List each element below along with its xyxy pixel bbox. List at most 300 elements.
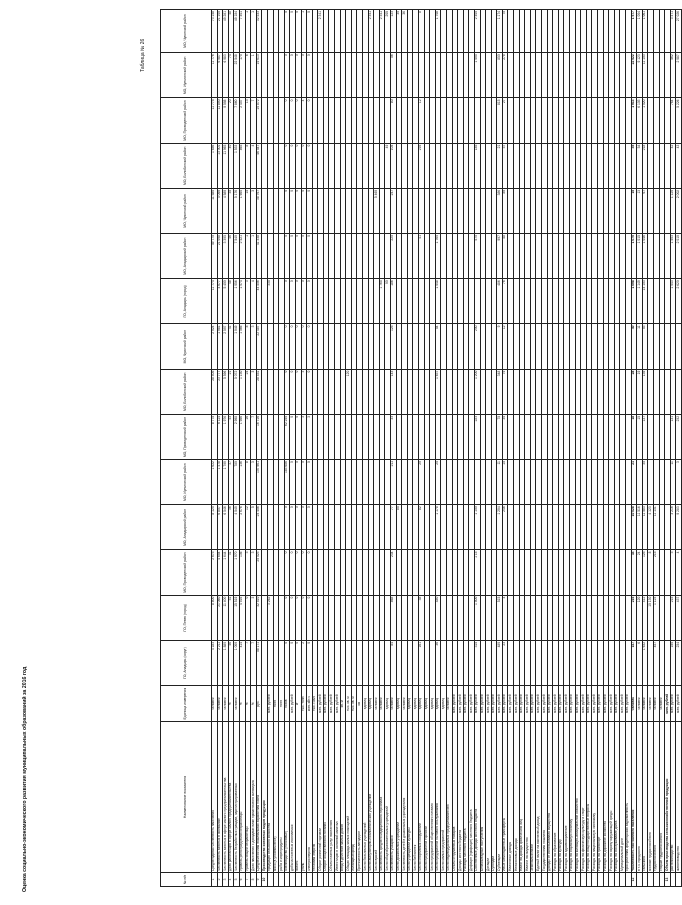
- value-cell: 0: [295, 505, 301, 550]
- value-cell: 7: [251, 414, 257, 459]
- value-cell: 11 890: [217, 98, 223, 143]
- value-cell: 48: [228, 10, 234, 53]
- value-cell: 1 200: [474, 369, 480, 414]
- indicator-name-cell: оленеводство (поголовье): [284, 722, 290, 873]
- value-cell: 205: [385, 10, 391, 53]
- unit-cell: млн. рублей: [609, 686, 615, 722]
- value-cell: 79: [502, 369, 508, 414]
- value-cell: 136: [239, 550, 245, 595]
- value-cell: 0: [284, 98, 290, 143]
- value-cell: 11 400: [223, 595, 229, 640]
- value-cell: 32 533: [256, 10, 262, 53]
- value-cell: 457: [653, 640, 659, 685]
- value-cell: 2 211: [217, 640, 223, 685]
- value-cell: 37: [228, 460, 234, 505]
- indicator-name-cell: рыба и морепродукты: [279, 722, 285, 873]
- value-cell: 0: [290, 279, 296, 324]
- value-cell: 13 001: [217, 143, 223, 188]
- value-cell: 232: [676, 414, 682, 459]
- unit-cell: единиц: [368, 686, 374, 722]
- indicator-name-cell: Расходы на социальную политику: [570, 722, 576, 873]
- value-cell: 24 456: [256, 505, 262, 550]
- value-cell: 4 916: [239, 595, 245, 640]
- value-cell: 6 103: [637, 98, 643, 143]
- value-cell: 11: [497, 460, 503, 505]
- value-cell: 0: [290, 53, 296, 98]
- indicator-name-cell: Среднемесячная номинальная заработная плата: [256, 722, 262, 873]
- value-cell: 80: [391, 98, 397, 143]
- unit-cell: млн. рублей: [290, 686, 296, 722]
- value-cell: 23 777: [217, 369, 223, 414]
- value-cell: 89: [502, 188, 508, 233]
- value-cell: 5 226: [676, 98, 682, 143]
- value-cell: 62 240: [284, 414, 290, 459]
- unit-cell: млн. рублей: [676, 686, 682, 722]
- indicator-name-cell: Число предприятий бытового обслуживания: [435, 722, 441, 873]
- indicator-name-cell: Расходы местного бюджета: [463, 722, 469, 873]
- unit-cell: человек: [642, 686, 648, 722]
- value-cell: 73 158: [212, 10, 218, 53]
- unit-cell: %: [228, 686, 234, 722]
- value-cell: 211: [391, 460, 397, 505]
- indicator-name-cell: Число предприятий торговли: [424, 722, 430, 873]
- value-cell: 0: [295, 550, 301, 595]
- indicator-name-cell: Расходы на охрану окружающей среды: [609, 722, 615, 873]
- value-cell: 11 965: [223, 143, 229, 188]
- value-cell: 49 775: [212, 234, 218, 279]
- row-number-cell: 7: [245, 872, 251, 886]
- value-cell: 4: [251, 279, 257, 324]
- value-cell: 8 775: [212, 414, 218, 459]
- value-cell: 15: [502, 460, 508, 505]
- unit-cell: млн. рублей: [497, 686, 503, 722]
- column-header: МО, Чукотский район: [161, 324, 212, 369]
- value-cell: 76: [502, 279, 508, 324]
- unit-cell: млн. рублей: [592, 686, 598, 722]
- table-row: [676, 10, 682, 887]
- value-cell: 3 395: [223, 234, 229, 279]
- value-cell: 0: [301, 460, 307, 505]
- unit-cell: человек: [234, 686, 240, 722]
- value-cell: 41: [418, 234, 424, 279]
- value-cell: 1 150: [239, 369, 245, 414]
- value-cell: 43: [676, 143, 682, 188]
- value-cell: 40: [631, 324, 637, 369]
- value-cell: 0: [284, 10, 290, 53]
- value-cell: 0: [295, 324, 301, 369]
- unit-cell: млн. рублей: [564, 686, 570, 722]
- unit-cell: млн. рублей: [491, 686, 497, 722]
- unit-cell: млн. рублей: [553, 686, 559, 722]
- value-cell: 2 087: [676, 53, 682, 98]
- indicator-name-cell: Производство основных видов продукции: [262, 722, 268, 873]
- unit-cell: %: [239, 686, 245, 722]
- unit-cell: млн. рублей: [536, 686, 542, 722]
- indicator-name-cell: Доходы местного бюджета: [458, 722, 464, 873]
- value-cell: 1 174: [497, 10, 503, 53]
- value-cell: 0: [284, 369, 290, 414]
- value-cell: 31: [228, 550, 234, 595]
- unit-cell: человек: [659, 686, 665, 722]
- value-cell: 22 487: [256, 324, 262, 369]
- value-cell: 0: [284, 550, 290, 595]
- indicator-name-cell: Расходы на культуру: [558, 722, 564, 873]
- value-cell: 8 800: [212, 595, 218, 640]
- value-cell: 42: [670, 143, 676, 188]
- value-cell: 1 123: [653, 595, 659, 640]
- indicator-name-cell: Число спортивных сооружений: [418, 722, 424, 873]
- value-cell: 850: [497, 53, 503, 98]
- unit-cell: млн. рублей: [480, 686, 486, 722]
- value-cell: 8 125: [212, 505, 218, 550]
- unit-cell: млн. рублей: [514, 686, 520, 722]
- unit-cell: человек: [379, 686, 385, 722]
- value-cell: 3: [301, 414, 307, 459]
- value-cell: 1 294: [497, 505, 503, 550]
- value-cell: 4 099: [217, 188, 223, 233]
- indicator-name-cell: Число амбулаторно-поликлинических учреждений: [368, 722, 374, 873]
- value-cell: 58 171: [256, 640, 262, 685]
- value-cell: 3: [301, 369, 307, 414]
- indicator-name-cell: Число индивидуальных предпринимателей: [446, 722, 452, 873]
- indicator-name-cell: трудоспособного: [653, 722, 659, 873]
- value-cell: 161: [418, 640, 424, 685]
- value-cell: 215: [653, 550, 659, 595]
- indicator-name-cell: Число врачей: [374, 722, 380, 873]
- value-cell: 215: [670, 595, 676, 640]
- value-cell: 1 956: [239, 414, 245, 459]
- value-cell: 20: [228, 98, 234, 143]
- value-cell: 1 533: [234, 143, 240, 188]
- unit-cell: млн. рублей: [597, 686, 603, 722]
- unit-cell: человек: [217, 686, 223, 722]
- value-cell: 2 341: [368, 10, 374, 53]
- value-cell: 75: [497, 414, 503, 459]
- indicator-name-cell: мясо (в убойном весе): [273, 722, 279, 873]
- value-cell: 35: [228, 188, 234, 233]
- unit-cell: единиц: [385, 686, 391, 722]
- value-cell: 0: [290, 460, 296, 505]
- value-cell: 2 676: [239, 505, 245, 550]
- value-cell: 8: [418, 10, 424, 53]
- value-cell: 11 776: [212, 53, 218, 98]
- indicator-name-cell: Расходы на общегосударственные вопросы: [586, 722, 592, 873]
- indicator-name-cell: Объем платных услуг населению: [329, 722, 335, 873]
- value-cell: 4 589: [223, 188, 229, 233]
- value-cell: 41: [228, 324, 234, 369]
- value-cell: 1 981: [217, 324, 223, 369]
- value-cell: 183 686: [284, 460, 290, 505]
- column-header: ГО, Анадырь (город): [161, 279, 212, 324]
- column-header: МО, Провиденский район: [161, 98, 212, 143]
- value-cell: 30: [502, 414, 508, 459]
- value-cell: 11 516: [637, 505, 643, 550]
- value-cell: 1 004: [637, 10, 643, 53]
- value-cell: 234: [676, 640, 682, 685]
- indicator-name-cell: моложе трудоспособного: [648, 722, 654, 873]
- unit-cell: кв. м: [340, 686, 346, 722]
- value-cell: 2 924: [212, 324, 218, 369]
- value-cell: 16: [245, 414, 251, 459]
- value-cell: 4 677: [217, 279, 223, 324]
- value-cell: 412: [642, 595, 648, 640]
- row-number-cell: 8: [251, 872, 257, 886]
- column-header: МО, Чукотский район: [161, 188, 212, 233]
- indicator-name-cell: Число больничных учреждений: [363, 722, 369, 873]
- value-cell: 8: [245, 143, 251, 188]
- value-cell: 1 015: [637, 234, 643, 279]
- unit-cell: млн. рублей: [575, 686, 581, 722]
- value-cell: 0: [290, 188, 296, 233]
- indicator-name-cell: растениеводство: [670, 722, 676, 873]
- value-cell: 38 767: [256, 188, 262, 233]
- unit-cell: тонн: [273, 686, 279, 722]
- indicator-name-cell: Уровень общей безработицы: [245, 722, 251, 873]
- value-cell: 1 660: [239, 188, 245, 233]
- value-cell: 11 131: [653, 505, 659, 550]
- value-cell: 0: [307, 188, 313, 233]
- value-cell: 36: [435, 640, 441, 685]
- column-header: ГО, Анадырь (округ): [161, 640, 212, 685]
- indicator-name-cell: золото: [295, 722, 301, 873]
- value-cell: 30: [396, 10, 402, 53]
- value-cell: 1 046: [642, 234, 648, 279]
- value-cell: 480: [497, 640, 503, 685]
- value-cell: 0: [295, 640, 301, 685]
- unit-cell: млн. рублей: [329, 686, 335, 722]
- indicator-name-cell: Среднегодовая численность населения: [212, 722, 218, 873]
- value-cell: 2 019: [676, 234, 682, 279]
- value-cell: 4: [676, 550, 682, 595]
- indicator-name-cell: Число общеобразовательных учреждений: [385, 722, 391, 873]
- indicator-name-cell: Субсидии: [491, 722, 497, 873]
- value-cell: 46: [228, 234, 234, 279]
- indicator-name-cell: Численность занятых в экономике: [217, 722, 223, 873]
- value-cell: 3 262: [267, 595, 273, 640]
- value-cell: 1 765: [379, 279, 385, 324]
- value-cell: 13: [245, 98, 251, 143]
- unit-cell: млн. рублей: [542, 686, 548, 722]
- value-cell: 0: [307, 460, 313, 505]
- value-cell: 4: [502, 595, 508, 640]
- unit-cell: единиц: [430, 686, 436, 722]
- value-cell: 1: [251, 10, 257, 53]
- value-cell: 3: [670, 550, 676, 595]
- value-cell: 0: [245, 595, 251, 640]
- value-cell: 0: [295, 414, 301, 459]
- indicator-name-cell: Число учреждений культуры: [407, 722, 413, 873]
- column-header: Наименование показателя: [161, 722, 212, 873]
- value-cell: 1 949: [234, 324, 240, 369]
- unit-cell: человек: [374, 686, 380, 722]
- value-cell: 1 100: [474, 505, 480, 550]
- value-cell: 49: [385, 143, 391, 188]
- value-cell: 107 961: [256, 460, 262, 505]
- value-cell: 13: [637, 188, 643, 233]
- value-cell: 1 520: [642, 98, 648, 143]
- value-cell: 36: [402, 10, 408, 53]
- value-cell: [676, 369, 682, 414]
- value-cell: 1 043: [670, 279, 676, 324]
- value-cell: 4: [251, 143, 257, 188]
- value-cell: 19 613: [256, 53, 262, 98]
- indicator-name-cell: Ввод в действие жилых домов: [340, 722, 346, 873]
- value-cell: 0: [307, 550, 313, 595]
- indicator-name-cell: Объем отгруженных товаров: [452, 722, 458, 873]
- value-cell: 46 547: [256, 143, 262, 188]
- value-cell: 18: [631, 414, 637, 459]
- value-cell: 0: [284, 53, 290, 98]
- column-header: ГО, Певек (город): [161, 595, 212, 640]
- indicator-name-cell: Численность постоянного населения: [631, 722, 637, 873]
- value-cell: 0: [295, 188, 301, 233]
- value-cell: 43: [228, 414, 234, 459]
- value-cell: 0: [290, 505, 296, 550]
- unit-cell: тыс. тонн: [301, 686, 307, 722]
- value-cell: 1 632: [642, 640, 648, 685]
- value-cell: 6 983: [223, 53, 229, 98]
- value-cell: 0: [307, 279, 313, 324]
- value-cell: 11 774: [212, 279, 218, 324]
- value-cell: 48: [228, 279, 234, 324]
- value-cell: 84: [391, 640, 397, 685]
- unit-cell: млн. рублей: [323, 686, 329, 722]
- indicator-name-cell: электроэнергия: [307, 722, 313, 873]
- value-cell: 0: [307, 369, 313, 414]
- value-cell: 125: [642, 550, 648, 595]
- value-cell: 190: [670, 640, 676, 685]
- indicator-name-cell: Расходы на здравоохранение: [564, 722, 570, 873]
- value-cell: 247: [391, 188, 397, 233]
- value-cell: 480: [435, 595, 441, 640]
- value-cell: 0: [295, 234, 301, 279]
- value-cell: 23: [502, 640, 508, 685]
- value-cell: 0: [284, 279, 290, 324]
- indicator-name-cell: Иные межбюджетные трансферты: [502, 722, 508, 873]
- value-cell: 7 401: [239, 10, 245, 53]
- unit-cell: единиц: [396, 686, 402, 722]
- value-cell: 335: [267, 279, 273, 324]
- value-cell: 1 149: [637, 279, 643, 324]
- value-cell: 20: [435, 460, 441, 505]
- indicator-name-cell: Просроченная кредиторская задолженность: [625, 722, 631, 873]
- unit-cell: человек: [223, 686, 229, 722]
- indicator-name-cell: Численность детей в дошкольных учреждениях: [402, 722, 408, 873]
- unit-cell: млн. рублей: [452, 686, 458, 722]
- value-cell: 0: [290, 369, 296, 414]
- value-cell: 1 637: [435, 369, 441, 414]
- unit-cell: км: [357, 686, 363, 722]
- value-cell: 90: [385, 279, 391, 324]
- value-cell: 41 338: [256, 234, 262, 279]
- value-cell: 2 400: [474, 10, 480, 53]
- value-cell: 216: [418, 143, 424, 188]
- value-cell: 11: [670, 460, 676, 505]
- value-cell: 7: [251, 640, 257, 685]
- value-cell: 6 114: [217, 414, 223, 459]
- value-cell: 2 002: [676, 188, 682, 233]
- value-cell: 143: [391, 369, 397, 414]
- indicator-name-cell: Общая площадь жилых помещений: [346, 722, 352, 873]
- unit-cell: тыс. кв. м: [346, 686, 352, 722]
- value-cell: 0: [290, 640, 296, 685]
- value-cell: 2 673: [212, 550, 218, 595]
- value-cell: 0: [284, 234, 290, 279]
- indicator-name-cell: Государственная пошлина: [542, 722, 548, 873]
- unit-cell: млн. рублей: [620, 686, 626, 722]
- unit-cell: млн. рублей: [614, 686, 620, 722]
- value-cell: 0: [295, 369, 301, 414]
- document-title: Оценка социально-экономического развития муниципальных образований за 2016 год: [22, 666, 28, 892]
- value-cell: 11: [637, 324, 643, 369]
- value-cell: 1 913: [631, 98, 637, 143]
- value-cell: 1 098: [631, 279, 637, 324]
- unit-cell: единиц: [407, 686, 413, 722]
- indicator-name-cell: Оборот общественного питания: [323, 722, 329, 873]
- value-cell: 8: [648, 550, 654, 595]
- unit-cell: тыс. Гкал: [312, 686, 318, 722]
- indicator-name-cell: Налоговые доходы: [508, 722, 514, 873]
- value-cell: 54: [637, 143, 643, 188]
- indicator-name-cell: тепловая энергия: [312, 722, 318, 873]
- value-cell: 40: [228, 143, 234, 188]
- value-cell: 0: [290, 234, 296, 279]
- indicator-name-cell: старше трудоспособного: [659, 722, 665, 873]
- value-cell: 0: [284, 595, 290, 640]
- value-cell: 27 026: [676, 10, 682, 53]
- value-cell: 0: [284, 505, 290, 550]
- value-cell: 5 596: [223, 369, 229, 414]
- value-cell: 1 799: [223, 460, 229, 505]
- unit-cell: млн. рублей: [458, 686, 464, 722]
- value-cell: 0: [307, 98, 313, 143]
- unit-cell: руб.: [256, 686, 262, 722]
- value-cell: 3: [307, 414, 313, 459]
- indicator-name-cell: Расходы на обслуживание долга: [614, 722, 620, 873]
- value-cell: 1: [251, 234, 257, 279]
- value-cell: 24: [637, 550, 643, 595]
- unit-cell: тыс. кв. м: [351, 686, 357, 722]
- indicator-name-cell: Расходы на транспорт: [597, 722, 603, 873]
- value-cell: 200: [474, 324, 480, 369]
- value-cell: 9: [497, 324, 503, 369]
- value-cell: 44 506: [256, 279, 262, 324]
- value-cell: 28 405: [212, 369, 218, 414]
- indicator-name-cell: Численность среднего медицинского персонала: [379, 722, 385, 873]
- value-cell: 21: [497, 143, 503, 188]
- indicator-name-cell: Численность безработных граждан, зарегистрированных: [234, 722, 240, 873]
- indicator-name-cell: Расходы на образование: [553, 722, 559, 873]
- value-cell: 10 028: [631, 505, 637, 550]
- column-header: МО, Чукотский район: [161, 10, 212, 53]
- value-cell: 0: [307, 505, 313, 550]
- indicator-name-cell: Расходы на физическую культуру и спорт: [581, 722, 587, 873]
- unit-cell: человек: [402, 686, 408, 722]
- value-cell: 0: [307, 640, 313, 685]
- value-cell: 2 341: [318, 10, 324, 53]
- row-number-cell: 2: [217, 872, 223, 886]
- column-header: МО, Анадырский район: [161, 505, 212, 550]
- indicator-name-cell: Объем производства сельскохозяйственной продукции: [665, 722, 671, 873]
- value-cell: 3: [251, 460, 257, 505]
- value-cell: 1 15: [474, 550, 480, 595]
- value-cell: 22 548: [234, 53, 240, 98]
- value-cell: 3: [676, 460, 682, 505]
- row-number-cell: 4: [228, 872, 234, 886]
- value-cell: 0: [290, 324, 296, 369]
- indicator-name-cell: Расходы на дорожное хозяйство: [603, 722, 609, 873]
- indicator-name-cell: Оборот розничной торговли: [318, 722, 324, 873]
